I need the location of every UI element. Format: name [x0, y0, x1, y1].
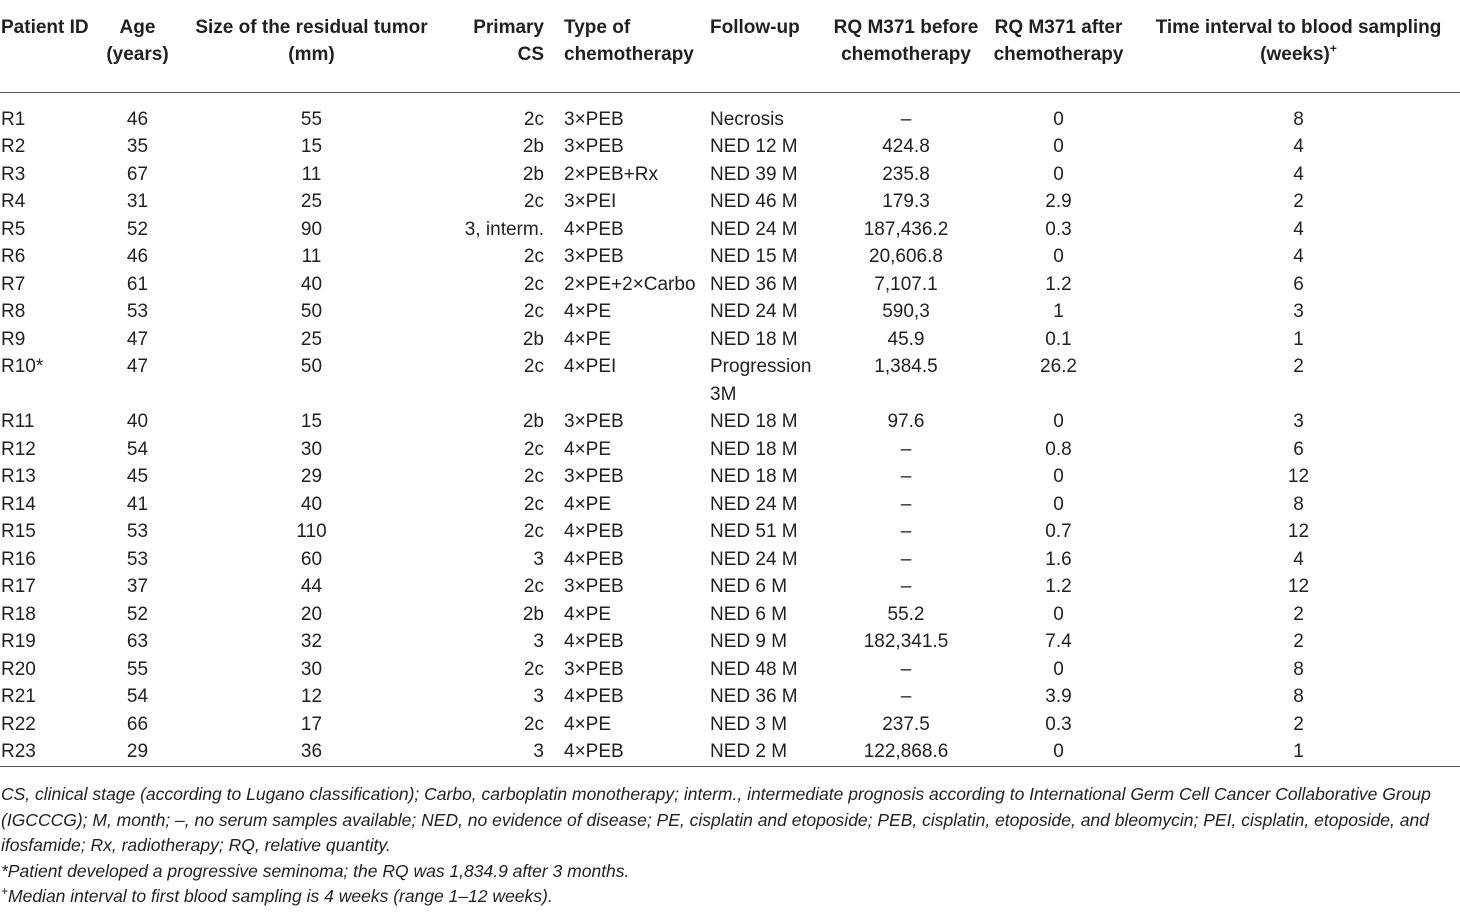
- primary-cs-cell: 2c: [523, 438, 544, 460]
- age-cell: 54: [126, 438, 149, 460]
- rq-before-cell: –: [900, 438, 912, 460]
- tumor-size-cell: 60: [300, 548, 323, 570]
- rq-after-cell: 0: [1053, 108, 1064, 130]
- chemotherapy-cell: 4×PEB: [564, 631, 624, 652]
- follow-up-cell: NED 18 M: [710, 438, 798, 460]
- rq-after-cell: 0: [1053, 136, 1064, 157]
- table-row: [0, 463, 1460, 491]
- table-row: [0, 436, 1460, 464]
- age-cell: 53: [126, 301, 149, 322]
- table-row: [0, 491, 1460, 519]
- tumor-size-cell: 29: [300, 466, 323, 487]
- tumor-size-cell: 30: [300, 438, 323, 460]
- time-interval-cell: 2: [1293, 631, 1304, 652]
- rq-after-cell: 1.2: [1045, 273, 1072, 295]
- follow-up-cell: NED 18 M: [710, 411, 798, 432]
- age-cell: 45: [126, 466, 149, 487]
- age-cell: 47: [126, 356, 149, 377]
- table-row: [0, 711, 1460, 739]
- time-interval-cell: 4: [1293, 163, 1304, 185]
- header-time-interval: [1137, 0, 1460, 92]
- time-interval-cell: 8: [1293, 658, 1304, 680]
- primary-cs-cell: 2c: [523, 246, 544, 267]
- age-cell: 46: [126, 246, 149, 267]
- time-interval-cell: 2: [1293, 356, 1304, 377]
- rq-after-cell: 7.4: [1045, 631, 1072, 652]
- tumor-size-cell: 12: [300, 686, 323, 707]
- tumor-size-cell: 50: [300, 356, 323, 377]
- primary-cs-cell: 2c: [523, 713, 544, 735]
- patient-id-cell: R12: [1, 438, 36, 460]
- follow-up-cell: NED 3 M: [710, 713, 788, 735]
- header-row: [0, 0, 1460, 92]
- age-cell: 66: [126, 713, 149, 735]
- chemotherapy-cell: 4×PE: [564, 713, 612, 735]
- age-cell: 61: [126, 273, 149, 295]
- patient-id-cell: R13: [1, 466, 36, 487]
- abbreviations-note: CS, clinical stage (according to Lugano classification); Carbo, carboplatin monotherapy; interm., intermediate prognosis according to International Germ Cell Cancer Collaborative Group (IGCCCG); M, month; –, no serum samples available; NED, no evidence of disease; PE, cisplatin and etoposide; PEB, cisplatin, etoposide, and bleomycin; PEI, cisplatin, etoposide, and ifosfamide; Rx, radiotherapy; RQ, relative quantity.: [1, 784, 1431, 855]
- rq-before-cell: 590,3: [882, 301, 930, 322]
- table-row: [0, 628, 1460, 656]
- rq-before-cell: 179.3: [882, 191, 930, 212]
- rq-after-cell: 3.9: [1045, 686, 1072, 707]
- follow-up-cell: NED 24 M: [710, 301, 798, 322]
- tumor-size-cell: 25: [300, 328, 323, 350]
- rq-before-cell: 237.5: [882, 713, 930, 735]
- tumor-size-cell: 44: [300, 576, 323, 597]
- primary-cs-cell: 2c: [523, 466, 544, 487]
- chemotherapy-cell: 4×PEB: [564, 218, 624, 240]
- plus-note: [1, 884, 1457, 910]
- chemotherapy-cell: 3×PEB: [564, 108, 624, 130]
- time-interval-cell: 4: [1293, 136, 1304, 157]
- follow-up-cell: NED 39 M: [710, 163, 798, 185]
- table-row: [0, 216, 1460, 244]
- rq-before-cell: 424.8: [882, 136, 930, 157]
- table-row: [0, 161, 1460, 189]
- table-row: [0, 271, 1460, 299]
- plus-note-text: Median interval to first blood sampling is 4 weeks (range 1–12 weeks).: [8, 886, 553, 906]
- header-age: Age (years): [100, 0, 175, 92]
- time-interval-cell: 2: [1293, 603, 1304, 625]
- time-interval-cell: 4: [1293, 246, 1304, 267]
- rq-before-cell: –: [900, 521, 912, 542]
- rq-before-cell: –: [900, 548, 912, 570]
- primary-cs-cell: 2b: [522, 411, 544, 432]
- tumor-size-cell: 50: [300, 301, 323, 322]
- rq-after-cell: 1.6: [1045, 548, 1072, 570]
- chemotherapy-cell: 4×PE: [564, 301, 612, 322]
- chemotherapy-cell: 4×PE: [564, 328, 612, 350]
- table-row: [0, 518, 1460, 546]
- primary-cs-cell: 2c: [523, 356, 544, 377]
- table-footnotes: [1, 782, 1457, 910]
- rq-before-cell: 45.9: [887, 328, 925, 350]
- patient-id-cell: R2: [1, 136, 26, 157]
- table-row: [0, 326, 1460, 354]
- chemotherapy-cell: 2×PE+2×Carbo: [564, 273, 696, 295]
- table-row: [0, 243, 1460, 271]
- rq-before-cell: 122,868.6: [832, 738, 980, 766]
- rq-before-cell: 187,436.2: [863, 218, 949, 240]
- rq-after-cell: 0: [1053, 658, 1064, 680]
- chemotherapy-cell: 3×PEB: [564, 246, 624, 267]
- tumor-size-cell: 11: [301, 163, 322, 185]
- patient-id-cell: R4: [1, 191, 26, 212]
- time-interval-cell: 12: [1287, 576, 1310, 597]
- chemotherapy-cell: 4×PE: [564, 493, 612, 515]
- tumor-size-cell: 15: [300, 411, 323, 432]
- follow-up-cell: NED 36 M: [710, 273, 798, 295]
- chemotherapy-cell: 4×PEB: [564, 686, 624, 707]
- age-cell: 53: [126, 521, 149, 542]
- patient-id-cell: R16: [1, 548, 36, 570]
- time-interval-cell: 12: [1287, 521, 1310, 542]
- time-interval-cell: 6: [1293, 273, 1304, 295]
- primary-cs-cell: 2c: [523, 658, 544, 680]
- rq-after-cell: 1.2: [1045, 576, 1072, 597]
- follow-up-cell: NED 51 M: [710, 521, 798, 542]
- primary-cs-cell: 2b: [522, 163, 544, 185]
- tumor-size-cell: 110: [296, 521, 327, 542]
- time-interval-cell: 8: [1293, 108, 1304, 130]
- age-cell: 37: [126, 576, 149, 597]
- rq-before-cell: 7,107.1: [874, 273, 938, 295]
- patient-id-cell: R15: [1, 521, 36, 542]
- primary-cs-cell: 2c: [523, 273, 544, 295]
- rq-before-cell: 55.2: [887, 603, 925, 625]
- header-patient-id: Patient ID: [0, 0, 100, 92]
- tumor-size-cell: 20: [300, 603, 323, 625]
- time-interval-cell: 8: [1293, 686, 1304, 707]
- follow-up-cell: NED 6 M: [710, 576, 788, 597]
- patient-id-cell: R3: [1, 163, 26, 185]
- table-row: [0, 298, 1460, 326]
- rq-after-cell: 1: [1053, 301, 1064, 322]
- age-cell: 31: [126, 191, 149, 212]
- follow-up-cell: Necrosis: [710, 108, 784, 130]
- primary-cs-cell: 2c: [523, 108, 544, 130]
- chemotherapy-cell: 3×PEI: [564, 191, 617, 212]
- plus-marker: +: [1329, 41, 1337, 56]
- time-interval-cell: 6: [1293, 438, 1304, 460]
- primary-cs-cell: 2c: [523, 191, 544, 212]
- header-tumor-size: Size of the residual tumor (mm): [175, 0, 448, 92]
- chemotherapy-cell: 3×PEB: [564, 136, 624, 157]
- time-interval-cell: 4: [1293, 548, 1304, 570]
- rq-after-cell: 2.9: [1045, 191, 1072, 212]
- header-rq-after: RQ M371 after chemotherapy: [980, 0, 1137, 92]
- chemotherapy-cell: 4×PE: [564, 438, 612, 460]
- time-interval-cell: 8: [1293, 493, 1304, 515]
- time-interval-cell: 12: [1287, 466, 1310, 487]
- primary-cs-cell: 3: [448, 738, 554, 766]
- primary-cs-cell: 2b: [522, 328, 544, 350]
- rq-before-cell: –: [900, 108, 912, 130]
- time-interval-cell: 2: [1293, 191, 1304, 212]
- follow-up-cell: NED 12 M: [710, 136, 798, 157]
- tumor-size-cell: 11: [301, 246, 322, 267]
- patient-id-cell: R5: [1, 218, 26, 240]
- rq-before-cell: –: [900, 658, 912, 680]
- table-row: [0, 546, 1460, 574]
- tumor-size-cell: 15: [300, 136, 323, 157]
- time-interval-cell: 1: [1293, 328, 1304, 350]
- patient-id-cell: R1: [1, 108, 26, 130]
- age-cell: 41: [126, 493, 149, 515]
- primary-cs-cell: 3, interm.: [464, 218, 544, 240]
- chemotherapy-cell: 3×PEB: [564, 658, 624, 680]
- table-row: [0, 408, 1460, 436]
- age-cell: 54: [126, 686, 149, 707]
- rq-before-cell: 20,606.8: [869, 246, 943, 267]
- header-follow-up: Follow-up: [704, 0, 832, 92]
- rq-before-cell: –: [900, 493, 912, 515]
- follow-up-cell: NED 24 M: [710, 218, 798, 240]
- age-cell: 55: [126, 658, 149, 680]
- patient-id-cell: R20: [1, 658, 36, 680]
- rq-before-cell: –: [900, 686, 912, 707]
- rq-after-cell: 0: [1053, 411, 1064, 432]
- tumor-size-cell: 17: [300, 713, 323, 735]
- patient-id-cell: R18: [1, 603, 36, 625]
- rq-after-cell: 0.8: [1045, 438, 1072, 460]
- primary-cs-cell: 2c: [523, 301, 544, 322]
- rq-after-cell: 0: [980, 738, 1137, 766]
- age-cell: 46: [126, 108, 149, 130]
- rq-after-cell: 0.3: [1045, 713, 1072, 735]
- rq-after-cell: 0: [1053, 163, 1064, 185]
- rq-before-cell: –: [900, 466, 912, 487]
- patient-id-cell: R14: [1, 493, 36, 515]
- primary-cs-cell: 2c: [523, 493, 544, 515]
- tumor-size-cell: 90: [300, 218, 323, 240]
- header-rq-before: RQ M371 before chemotherapy: [832, 0, 980, 92]
- table-row: [0, 133, 1460, 161]
- header-chemotherapy-type: Type of chemotherapy: [554, 0, 704, 92]
- table-row: [0, 573, 1460, 601]
- patient-id-cell: R21: [1, 686, 36, 707]
- rq-after-cell: 0: [1053, 493, 1064, 515]
- table-row: [0, 656, 1460, 684]
- age-cell: 67: [126, 163, 149, 185]
- follow-up-cell: NED 6 M: [710, 603, 788, 625]
- table-body: [0, 92, 1460, 766]
- age-cell: 29: [100, 738, 175, 766]
- primary-cs-cell: 2b: [522, 603, 544, 625]
- age-cell: 40: [126, 411, 149, 432]
- chemotherapy-cell: 4×PE: [564, 603, 612, 625]
- time-interval-cell: 3: [1293, 411, 1304, 432]
- follow-up-cell: NED 18 M: [710, 328, 798, 350]
- follow-up-cell: Progression 3M: [710, 356, 812, 405]
- chemotherapy-cell: 2×PEB+Rx: [564, 163, 658, 185]
- tumor-size-cell: 30: [300, 658, 323, 680]
- chemotherapy-cell: 4×PEI: [564, 356, 617, 377]
- patient-id-cell: R23: [0, 738, 100, 766]
- table-row: [0, 353, 1460, 408]
- age-cell: 47: [126, 328, 149, 350]
- primary-cs-cell: 3: [533, 548, 544, 570]
- patient-id-cell: R7: [1, 273, 26, 295]
- patient-id-cell: R19: [1, 631, 36, 652]
- rq-after-cell: 26.2: [1040, 356, 1077, 377]
- age-cell: 52: [126, 218, 149, 240]
- table-row: [0, 683, 1460, 711]
- rq-before-cell: 182,341.5: [863, 631, 949, 652]
- table-row: [0, 92, 1460, 133]
- plus-note-marker: +: [1, 884, 9, 899]
- tumor-size-cell: 25: [300, 191, 323, 212]
- rq-after-cell: 0.1: [1045, 328, 1072, 350]
- age-cell: 35: [126, 136, 149, 157]
- follow-up-cell: NED 46 M: [710, 191, 798, 212]
- time-interval-cell: 3: [1293, 301, 1304, 322]
- header-primary-cs: Primary CS: [448, 0, 554, 92]
- rq-after-cell: 0.7: [1045, 521, 1072, 542]
- tumor-size-cell: 32: [300, 631, 323, 652]
- follow-up-cell: NED 9 M: [710, 631, 788, 652]
- header-time-interval-label: Time interval to blood sampling (weeks): [1155, 17, 1442, 65]
- primary-cs-cell: 3: [533, 631, 544, 652]
- chemotherapy-cell: 3×PEB: [564, 466, 624, 487]
- rq-before-cell: 97.6: [887, 411, 925, 432]
- rq-after-cell: 0: [1053, 603, 1064, 625]
- primary-cs-cell: 2c: [523, 576, 544, 597]
- rq-after-cell: 0.3: [1045, 218, 1072, 240]
- follow-up-cell: NED 15 M: [710, 246, 798, 267]
- patient-id-cell: R10*: [1, 356, 44, 377]
- table-row: [0, 738, 1460, 766]
- age-cell: 52: [126, 603, 149, 625]
- table-row: [0, 601, 1460, 629]
- follow-up-cell: NED 36 M: [710, 686, 798, 707]
- age-cell: 53: [126, 548, 149, 570]
- chemotherapy-cell: 3×PEB: [564, 411, 624, 432]
- star-note: *Patient developed a progressive seminoma; the RQ was 1,834.9 after 3 months.: [1, 860, 630, 881]
- patient-id-cell: R17: [1, 576, 36, 597]
- chemotherapy-cell: 4×PEB: [564, 521, 624, 542]
- primary-cs-cell: 3: [533, 686, 544, 707]
- follow-up-cell: NED 18 M: [710, 466, 798, 487]
- tumor-size-cell: 40: [300, 273, 323, 295]
- rq-before-cell: 235.8: [882, 163, 930, 185]
- patient-id-cell: R6: [1, 246, 26, 267]
- tumor-size-cell: 36: [175, 738, 448, 766]
- rq-after-cell: 0: [1053, 246, 1064, 267]
- time-interval-cell: 4: [1293, 218, 1304, 240]
- rq-before-cell: 1,384.5: [874, 356, 938, 377]
- age-cell: 63: [126, 631, 149, 652]
- patient-id-cell: R8: [1, 301, 26, 322]
- follow-up-cell: NED 48 M: [710, 658, 798, 680]
- time-interval-cell: 1: [1137, 738, 1460, 766]
- rq-before-cell: –: [900, 576, 912, 597]
- chemotherapy-cell: 4×PEB: [554, 738, 704, 766]
- primary-cs-cell: 2c: [523, 521, 544, 542]
- tumor-size-cell: 55: [300, 108, 323, 130]
- follow-up-cell: NED 2 M: [704, 738, 832, 766]
- table-row: [0, 188, 1460, 216]
- chemotherapy-cell: 4×PEB: [564, 548, 624, 570]
- patient-id-cell: R22: [1, 713, 36, 735]
- patient-id-cell: R9: [1, 328, 26, 350]
- tumor-size-cell: 40: [300, 493, 323, 515]
- follow-up-cell: NED 24 M: [710, 548, 798, 570]
- time-interval-cell: 2: [1293, 713, 1304, 735]
- rq-after-cell: 0: [1053, 466, 1064, 487]
- primary-cs-cell: 2b: [522, 136, 544, 157]
- patient-id-cell: R11: [1, 411, 35, 432]
- follow-up-cell: NED 24 M: [710, 493, 798, 515]
- chemotherapy-cell: 3×PEB: [564, 576, 624, 597]
